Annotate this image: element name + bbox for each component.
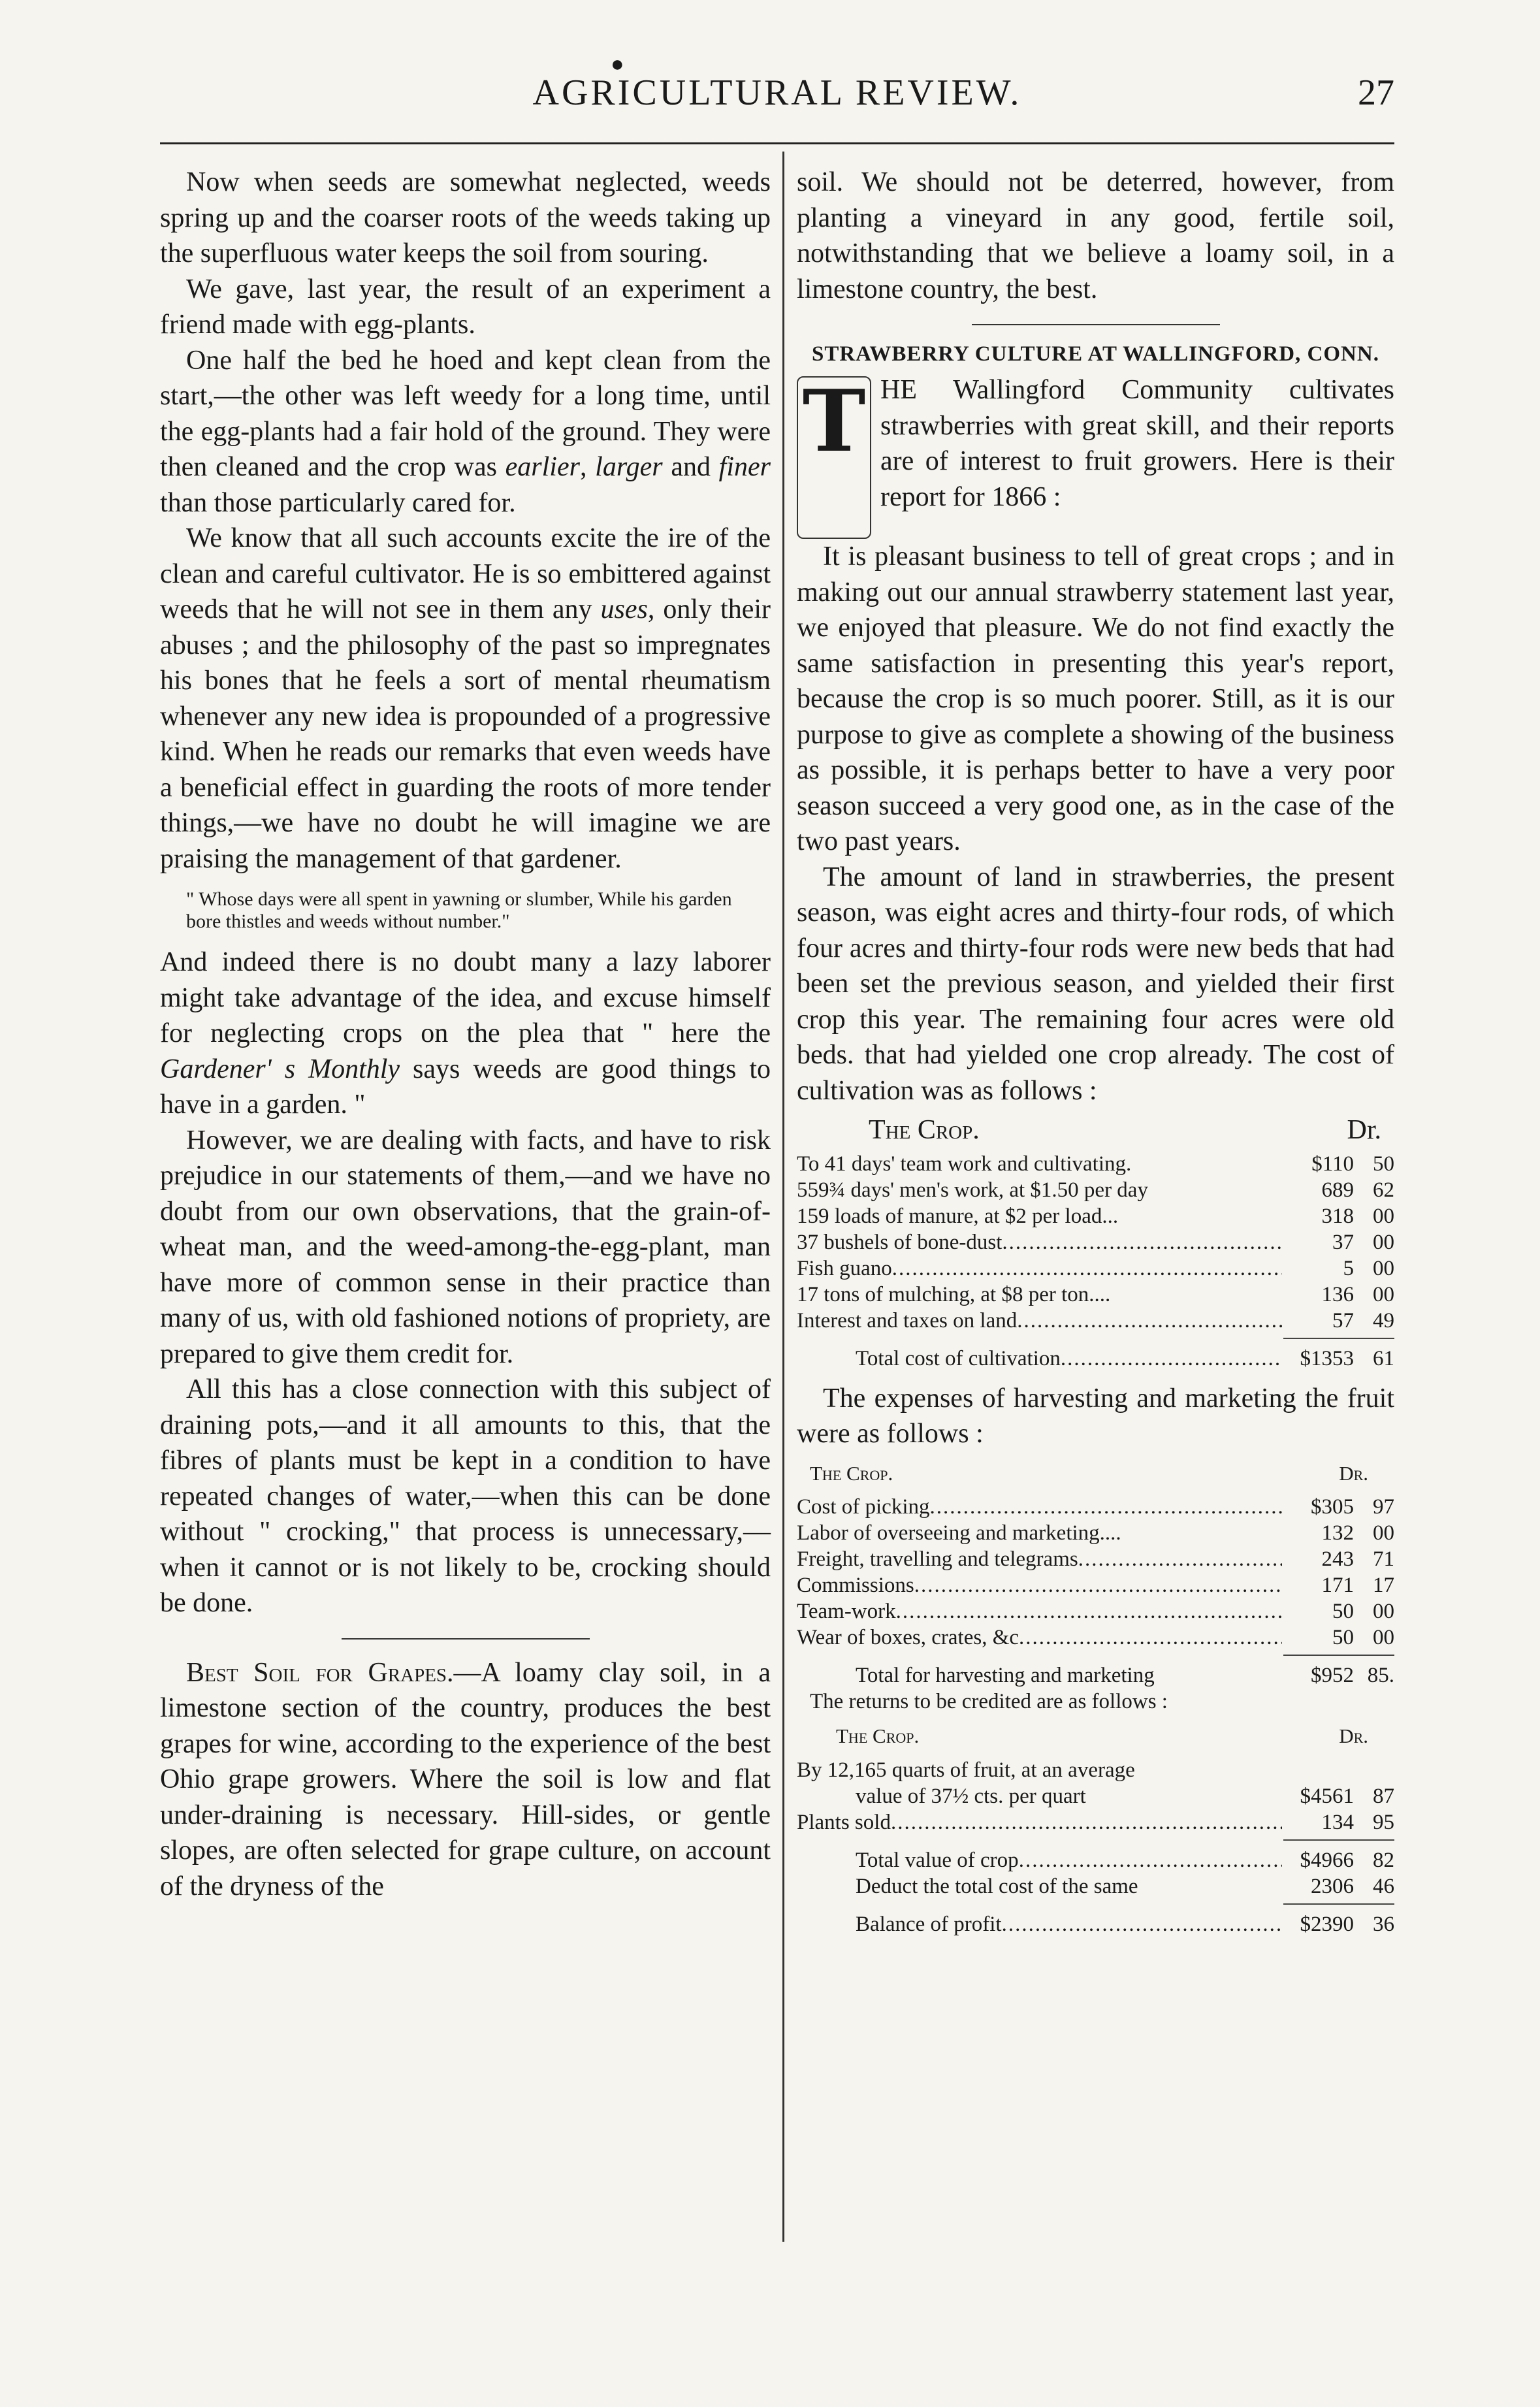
table-row: Wear of boxes, crates, &c ..... 50 00 — [797, 1624, 1394, 1651]
decorative-initial: T — [797, 376, 871, 539]
returns-table — [797, 1757, 1394, 1937]
paragraph: It is pleasant business to tell of great crops ; and in making out our annual strawberry statement last year, we enjoyed that pleasure. We do not find exactly the same satisfaction in presenting this year's report, because the crop is so much poorer. Still, as it is our purpose to give as complete a showing of the business as possible, it is perhaps better to have a very poor season succeed a very good one, as in the case of the two past years. — [797, 541, 1394, 856]
right-column — [797, 165, 1394, 1937]
paragraph: All this has a close connection with this subject of draining pots,—and it all amounts to this, that the fibres of plants must be kept in a condition to have repeated changes of water,—when this can be done without " crocking," that process is unnecessary,— when it cannot or is not likely to be, crocking should be done. — [160, 1374, 771, 1618]
paragraph: Now when seeds are somewhat neglected, weeds spring up and the coarser roots of the weeds taking up the superfluous water keeps the soil from souring. — [160, 167, 771, 268]
paragraph: We gave, last year, the result of an experiment a friend made with egg-plants. — [160, 274, 771, 340]
section-rule — [342, 1638, 590, 1640]
intro-block — [797, 372, 1394, 515]
paragraph: However, we are dealing with facts, and have to risk prejudice in our statements of them,—and we have no doubt from our own observations, that the grain-of-wheat man, and the weed-among-the-egg-plant, man have more of common sense in their practice than many of us, with old fashioned notions of propriety, are prepared to give them credit for. — [160, 1125, 771, 1369]
paragraph: And indeed there is no doubt many a lazy laborer might take advantage of the idea, and excuse himself for neglecting crops on the plea that " here the Gardener' s Monthly says weeds are good things to have in a garden. " — [160, 947, 771, 1120]
verse-quote: " Whose days were all spent in yawning or slumber, While his garden bore thistles and weeds without number." — [186, 888, 732, 932]
table-header: The Crop. Dr. — [810, 1461, 1368, 1485]
left-column — [160, 165, 771, 1904]
table-row: 17 tons of mulching, at $8 per ton.... 136 00 — [797, 1282, 1394, 1306]
table-total: Total value of crop ..... $4966 82 — [797, 1847, 1394, 1873]
table-row: 37 bushels of bone-dust ..... 37 00 — [797, 1229, 1394, 1255]
table-row: Plants sold ..... 134 95 — [797, 1809, 1394, 1835]
sum-rule — [1283, 1903, 1394, 1905]
table-row: Deduct the total cost of the same 2306 46 — [856, 1874, 1394, 1898]
table-header: The Crop. Dr. — [869, 1115, 1381, 1145]
page-number: 27 — [1358, 73, 1394, 113]
table-row: value of 37½ cts. per quart $4561 87 — [856, 1784, 1394, 1808]
paragraph-grapes: Best Soil for Grapes.—A loamy clay soil, in a limestone section of the country, produces the best grapes for wine, according to the experience of the best Ohio grape growers. Where the soil is low and flat under-draining is necessary. Hill-sides, or gentle slopes, are often selected for grape culture, on account of the dryness of the — [160, 1657, 771, 1901]
column-divider — [782, 152, 784, 2242]
sum-rule — [1283, 1655, 1394, 1656]
table-total: Total cost of cultivation ..... $1353 61 — [797, 1346, 1394, 1372]
section-rule — [972, 324, 1220, 325]
table-balance: Balance of profit ..... $2390 36 — [797, 1911, 1394, 1937]
table-row: Team-work ..... 50 00 — [797, 1598, 1394, 1624]
page-header — [160, 52, 1394, 124]
table-row: By 12,165 quarts of fruit, at an average — [797, 1758, 1135, 1782]
header-rule — [160, 142, 1394, 144]
harvest-table — [797, 1494, 1394, 1688]
table-row: Freight, travelling and telegrams ..... 243 71 — [797, 1546, 1394, 1572]
table-row: Commissions ..... 171 17 — [797, 1572, 1394, 1598]
article-heading: STRAWBERRY CULTURE AT WALLINGFORD, CONN. — [812, 342, 1379, 366]
paragraph: The expenses of harvesting and marketing the fruit were as follows : — [797, 1383, 1394, 1449]
running-title: AGRICULTURAL REVIEW. — [532, 73, 1022, 113]
ornament-dot: ● — [611, 52, 624, 76]
sum-rule — [1283, 1338, 1394, 1339]
cultivation-table — [797, 1151, 1394, 1372]
table-row: Labor of overseeing and marketing.... 132 00 — [797, 1521, 1394, 1545]
table-total: Total for harvesting and marketing $952 85. — [856, 1664, 1394, 1687]
table-row: Interest and taxes on land ..... 57 49 — [797, 1308, 1394, 1334]
paragraph: One half the bed he hoed and kept clean from the start,—the other was left weedy for a long time, until the egg-plants had a fair hold of the ground. They were then cleaned and the crop was earlier, larger and finer than those particularly cared for. — [160, 345, 771, 518]
table-row: Cost of picking ..... $305 97 — [797, 1494, 1394, 1520]
sum-rule — [1283, 1839, 1394, 1841]
table-row: 559¾ days' men's work, at $1.50 per day 689 62 — [797, 1178, 1394, 1202]
section-title: Best Soil for Grapes. — [186, 1657, 454, 1688]
paragraph: The amount of land in strawberries, the present season, was eight acres and thirty-four rods, of which four acres and thirty-four rods were new beds that had been set the previous season, and yielded their first crop this year. The remaining four acres were old beds. that had yielded one crop already. The cost of cultivation was as follows : — [797, 862, 1394, 1106]
intro-paragraph: HE Wallingford Community cultivates strawberries with great skill, and their reports are of interest to fruit growers. Here is their report for 1866 : — [880, 375, 1394, 512]
table-row: Fish guano ..... 5 00 — [797, 1255, 1394, 1282]
paragraph: soil. We should not be deterred, however, from planting a vineyard in any good, fertile soil, notwithstanding that we believe a loamy soil, in a limestone country, the best. — [797, 167, 1394, 304]
table-row: To 41 days' team work and cultivating. $110 50 — [797, 1152, 1394, 1176]
paragraph: We know that all such accounts excite the ire of the clean and careful cultivator. He is so embittered against weeds that he will not see in them any uses, only their abuses ; and the philosophy of the past so impregnates his bones that he feels a sort of mental rheumatism whenever any new idea is propounded of a progressive kind. When he reads our remarks that even weeds have a beneficial effect in guarding the roots of more tender things,—we have no doubt he will imagine we are praising the management of that gardener. — [160, 523, 771, 874]
table-header: The Crop. Dr. — [836, 1724, 1368, 1747]
table-row: 159 loads of manure, at $2 per load... 318 00 — [797, 1204, 1394, 1228]
returns-line: The returns to be credited are as follows : — [810, 1690, 1168, 1713]
